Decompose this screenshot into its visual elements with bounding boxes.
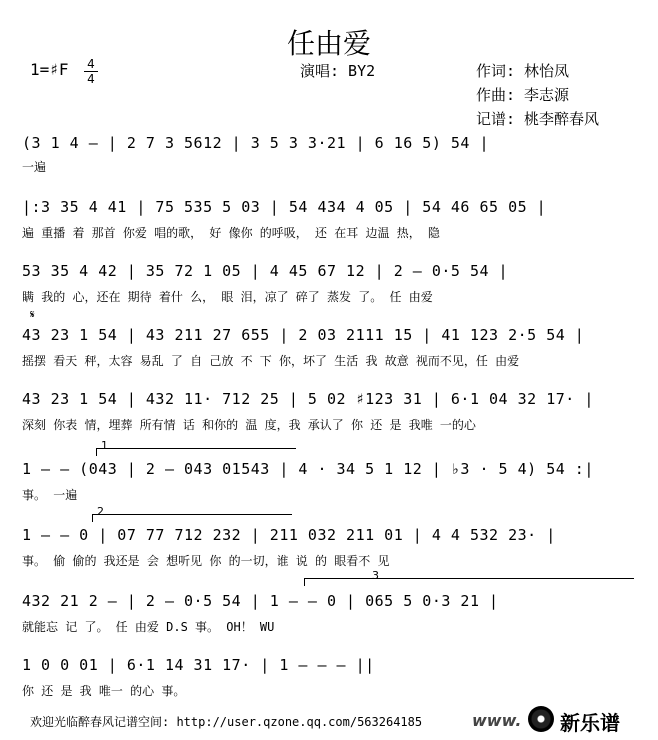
first-ending-bracket-start <box>96 448 97 456</box>
lyric-row-3: 瞒 我的 心，还在 期待 着什 么， 眼 泪，凉了 碎了 蒸发 了。 任 由爱 <box>22 290 433 304</box>
notation-row-1: (3 1 4 – | 2 7 3 5612 | 3 5 3 3·21 | 6 16 5) 54 | <box>22 134 490 152</box>
notation-row-7: 1 – – 0 | 07 77 712 232 | 211 032 211 01 | 4 4 532 23· | <box>22 526 556 544</box>
notation-row-4: 43 23 1 54 | 43 211 27 655 | 2 03 2111 15 | 41 123 2·5 54 | <box>22 326 585 344</box>
singer-credit: 演唱: BY2 <box>300 62 376 80</box>
lyric-row-7: 事。 偷 偷的 我还是 会 想听见 你 的一切，谁 说 的 眼看不 见 <box>22 554 390 568</box>
third-ending-number: 3 <box>372 569 379 582</box>
composer-credit: 作曲: 李志源 <box>476 86 570 104</box>
watermark-text: www. <box>472 711 522 730</box>
lyric-row-2: 遍 重播 着 那首 你爱 唱的歌， 好 像你 的呼吸， 还 在耳 边温 热， 隐 <box>22 226 440 240</box>
notation-row-8: 432 21 2 – | 2 – 0·5 54 | 1 – – 0 | 065 5 0·3 21 | <box>22 592 499 610</box>
third-ending-bracket <box>304 578 634 579</box>
meter-top: 4 <box>87 57 95 71</box>
lyric-row-4: 摇摆 看天 秤，太容 易乱 了 自 己放 不 下 你，坏了 生活 我 故意 视而不见，任 由爱 <box>22 354 520 368</box>
transcriber-credit: 记谱: 桃李醉春风 <box>476 110 600 128</box>
time-signature <box>84 58 98 85</box>
segno-sign: 𝄋 <box>30 308 35 321</box>
notation-row-2: |:3 35 4 41 | 75 535 5 03 | 54 434 4 05 | 54 46 65 05 | <box>22 198 547 216</box>
second-ending-bracket <box>92 514 292 515</box>
notation-row-9: 1 0 0 01 | 6·1 14 31 17· | 1 – – – || <box>22 656 375 674</box>
site-logo-text: 新乐谱 <box>560 711 620 735</box>
second-ending-bracket-start <box>92 514 93 522</box>
third-ending-bracket-start <box>304 578 305 586</box>
first-ending-bracket <box>96 448 296 449</box>
lyric-row-1: 一遍 <box>22 160 47 174</box>
footer-url-text: 欢迎光临醉春风记谱空间: http://user.qzone.qq.com/563264185 <box>30 715 423 729</box>
key-signature: 1=♯F <box>30 60 69 79</box>
notation-row-3: 53 35 4 42 | 35 72 1 05 | 4 45 67 12 | 2 – 0·5 54 | <box>22 262 509 280</box>
lyric-row-8: 就能忘 记 了。 任 由爱 D.S 事。 OH！ WU <box>22 620 275 634</box>
meter-bottom: 4 <box>87 72 95 86</box>
second-ending-number: 2 <box>97 505 104 518</box>
lyric-row-6: 事。 一遍 <box>22 488 78 502</box>
notation-row-6: 1 – – (043 | 2 – 043 01543 | 4 · 34 5 1 12 | ♭3 · 5 4) 54 :| <box>22 460 594 478</box>
lyric-row-5: 深刻 你表 情，埋葬 所有情 话 和你的 温 度，我 承认了 你 还 是 我唯 一的心 <box>22 418 476 432</box>
first-ending-number: 1 <box>101 439 108 452</box>
lyric-row-9: 你 还 是 我 唯一 的心 事。 <box>22 684 186 698</box>
song-title: 任由爱 <box>286 27 371 60</box>
lyricist-credit: 作词: 林怡凤 <box>476 62 570 80</box>
record-disc-icon <box>528 706 554 732</box>
notation-row-5: 43 23 1 54 | 432 11· 712 25 | 5 02 ♯123 31 | 6·1 04 32 17· | <box>22 390 594 408</box>
